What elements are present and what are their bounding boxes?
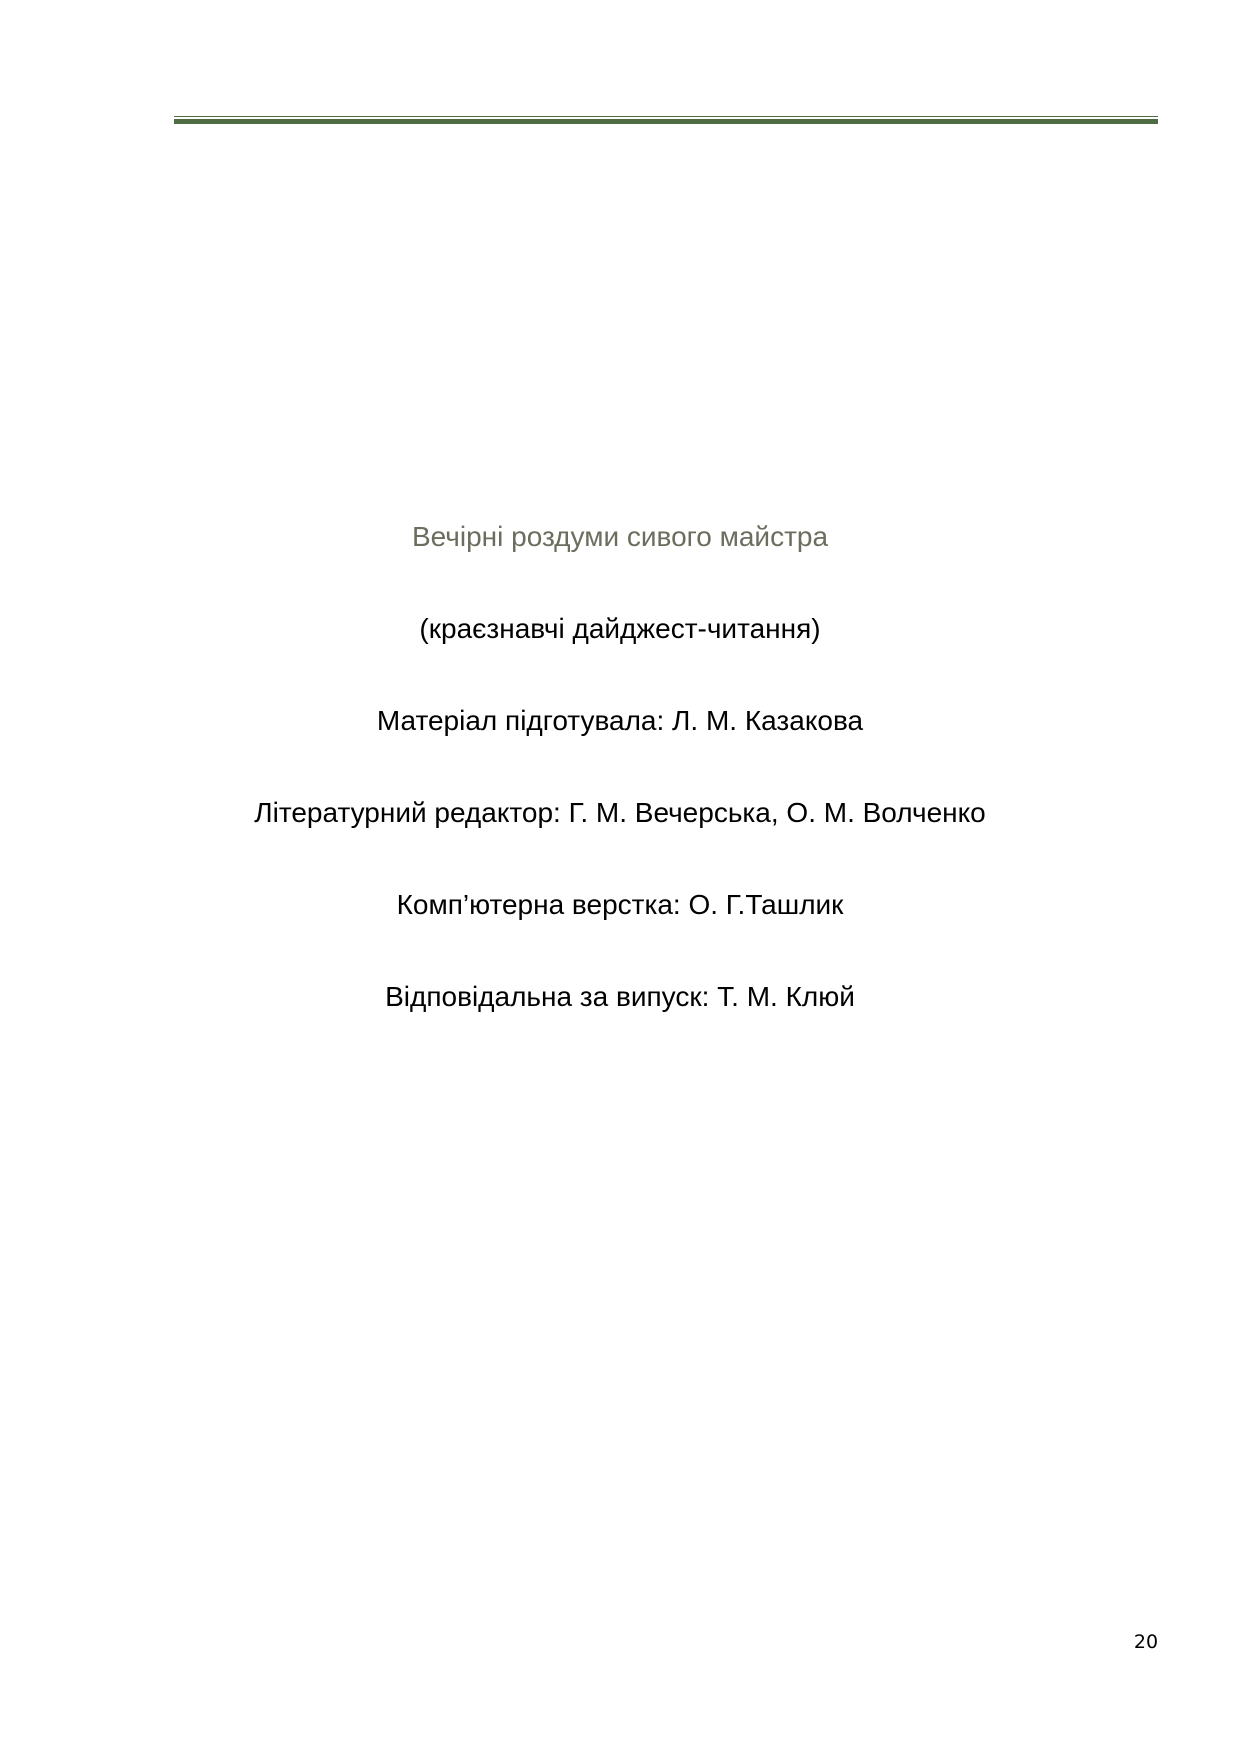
header-rule-thin-line xyxy=(174,116,1158,117)
document-subtitle: (краєзнавчі дайджест-читання) xyxy=(419,613,821,644)
document-title: Вечірні роздуми сивого майстра xyxy=(411,521,829,552)
credit-layout: Комп’ютерна верстка: О. Г.Ташлик xyxy=(396,889,844,920)
header-rule-thick-line xyxy=(174,119,1158,124)
credit-literary-editor: Літературний редактор: Г. М. Вечерська, О. М. Волченко xyxy=(254,797,986,828)
credit-responsible: Відповідальна за випуск: Т. М. Клюй xyxy=(385,981,855,1012)
page-number: 20 xyxy=(1133,1631,1159,1653)
credit-prepared-by: Матеріал підготувала: Л. М. Казакова xyxy=(376,705,864,736)
header-rule xyxy=(174,116,1158,123)
